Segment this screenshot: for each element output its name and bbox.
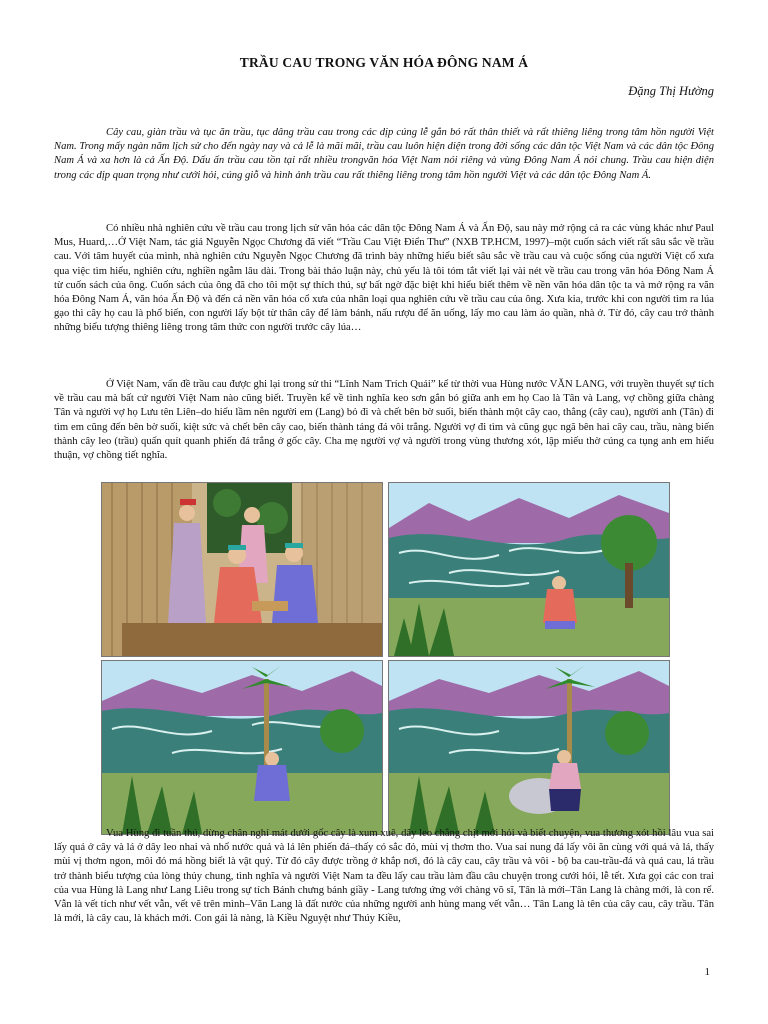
body-paragraph-1: Có nhiều nhà nghiên cứu về trầu cau trong lịch sử văn hóa các dân tộc Đông Nam Á và Ấn Độ, sau này mở rộng cả ra các vùng khác như Paul Mus, Huard,…Ở Việt Nam, tác giả Nguyễn Ngọc Chương đã viết “Trầu Cau Việt Điển Thư” (NXB TP.HCM, 1997)–một cuốn sách viết rất sâu sắc về trầu cau. Với tâm huyết của mình, nhà nghiên cứu Nguyễn Ngọc Chương đã trình bày những hiểu biết sâu sắc về trầu cau và cuộc sống của người Việt cổ xưa qua việc tìm hiểu, nghiên cứu, nghiền ngẫm lâu dài. Trong bài thảo luận này, chủ yếu là tôi tóm tắt viết lại vài nét về trầu cau trong văn hóa Đông Nam Á từ cuốn sách của ông. Cuốn sách của ông đã cho tôi một sự thích thú, sự bất ngờ đặc biệt khi hiểu biết thêm về nền văn hóa dân tộc ta và mở rộng ra văn hóa Đông Nam Á, văn hóa Ấn Độ và đến cả nền văn hóa cổ xưa của nhân loại qua nghiên cứu về trầu cau của ông. Xưa kia, trước khi con người tìm ra lúa gạo thì cây họ cau là phổ biến, con người lấy bột từ thân cây để làm bánh, nấu rượu để ăn uống, lấy mo cau làm áo quần, nhà ở. Từ đó, cây cau trở thành những biểu tượng thiêng liêng trong tâm thức con người trước cây lúa… (54, 223, 714, 334)
woman-by-rock-illustration (388, 660, 670, 835)
body-paragraph-3: Vua Hùng đi tuần thú, dừng chân nghỉ mát dưới gốc cây là xum xuê, dây leo chằng chịt mới hỏi và biết chuyện, vua thương xót hồi lâu vua sai lấy quả ở cây và lá ở dây leo nhai và nhổ nước quả và lá lên phiến đá–thấy có sắc đỏ, mùi vị thơm tho. Vua sai nung đá lấy vôi ăn cùng với quả và lá, thấy mùi vị thơm ngon, môi đỏ má hồng biết là vật quý. Từ đó cây được trồng ở khắp nơi, đó là cây cau, cây trầu và vôi - bộ ba cau-trầu-đá và quả cau, lá trầu trở thành biểu tượng của lòng thủy chung, tình nghĩa và người Việt Nam ta đều lấy cau trầu làm đầu câu chuyện trong cưới hỏi, lễ tết. Xưa gọi các con trai của vua Hùng là Lang như Lang Liêu trong sự tích Bánh chưng bánh giầy - Lang tương ứng với chàng võ sĩ, Tân là mới–Tân Lang là chàng mới, là con rể. Vẫn là vết tích như vết vẫn, vết vẽ trên mình–Văn Lang là đất nước của những người anh hùng mang vết vẫn… Tân Lang là tên của cây cau, cây trầu. Tân là mới, là cây cau, là khách mới. Con gái là nàng, là Kiều Nguyệt như Thúy Kiều, (54, 828, 714, 925)
abstract-paragraph: Cây cau, giàn trầu và tục ăn trầu, tục dâng trầu cau trong các dịp cúng lễ gắn bó rất thân thiết và rất thiêng liêng trong tâm hồn người Việt Nam. Trong mấy ngàn năm lịch sử cho đến ngày nay và cả lễ là mãi mãi, trầu cau luôn hiện diện trong đời sống các dân tộc Việt Nam và các dân tộc Đông Nam Á và xa hơn là cả Ấn Độ. Dấu ấn trầu cau tồn tại rất nhiều trongvăn hóa Việt Nam nói riêng và vùng Đông Nam Á nói chung. Trầu cau hiện diện trong các dịp quan trọng như cưới hỏi, cúng giỗ và hình ảnh trầu cau rất thiêng liêng trong tâm hồn người Việt và các dân tộc Đông Nam Á. (54, 127, 714, 181)
page-title: TRẦU CAU TRONG VĂN HÓA ĐÔNG NAM Á (239, 55, 529, 70)
body-paragraph-2: Ở Việt Nam, vấn đề trầu cau được ghi lại trong sử thi “Lĩnh Nam Trích Quái” kể từ thời vua Hùng nước VĂN LANG, với truyền thuyết sự tích về trầu cau mà bất cứ người Việt Nam nào cũng biết. Truyền kể về tình nghĩa keo sơn gắn bó giữa anh em họ Cao là Tân và Lang, vợ chồng giữa chàng Tân và người vợ họ Lưu tên Liên–do hiểu lầm nên người em (Lang) bỏ đi và chết bên bờ suối, biến thành một cây cao, thẳng (cây cau), người anh (Tân) đi tìm em cũng đến bên bờ suối, kiệt sức và chết bên cây cao, biến thành tảng đá vôi trắng. Người vợ đi tìm và cũng gục ngã bên hai cây cau, trầu, nàng biến thành cây leo (trầu) quấn quít quanh phiến đá trắng ở gốc cây. Cha mẹ người vợ và người trong vùng thương xót, lập miếu thờ cúng ca tụng anh em hiếu thuận, vợ chồng tiết nghĩa. (54, 379, 714, 462)
author-name: Đặng Thị Hường (628, 84, 714, 98)
river-kneeling-illustration (388, 482, 670, 657)
house-scene-illustration (101, 482, 383, 657)
page-number: 1 (704, 966, 710, 978)
areca-tree-river-illustration (101, 660, 383, 835)
